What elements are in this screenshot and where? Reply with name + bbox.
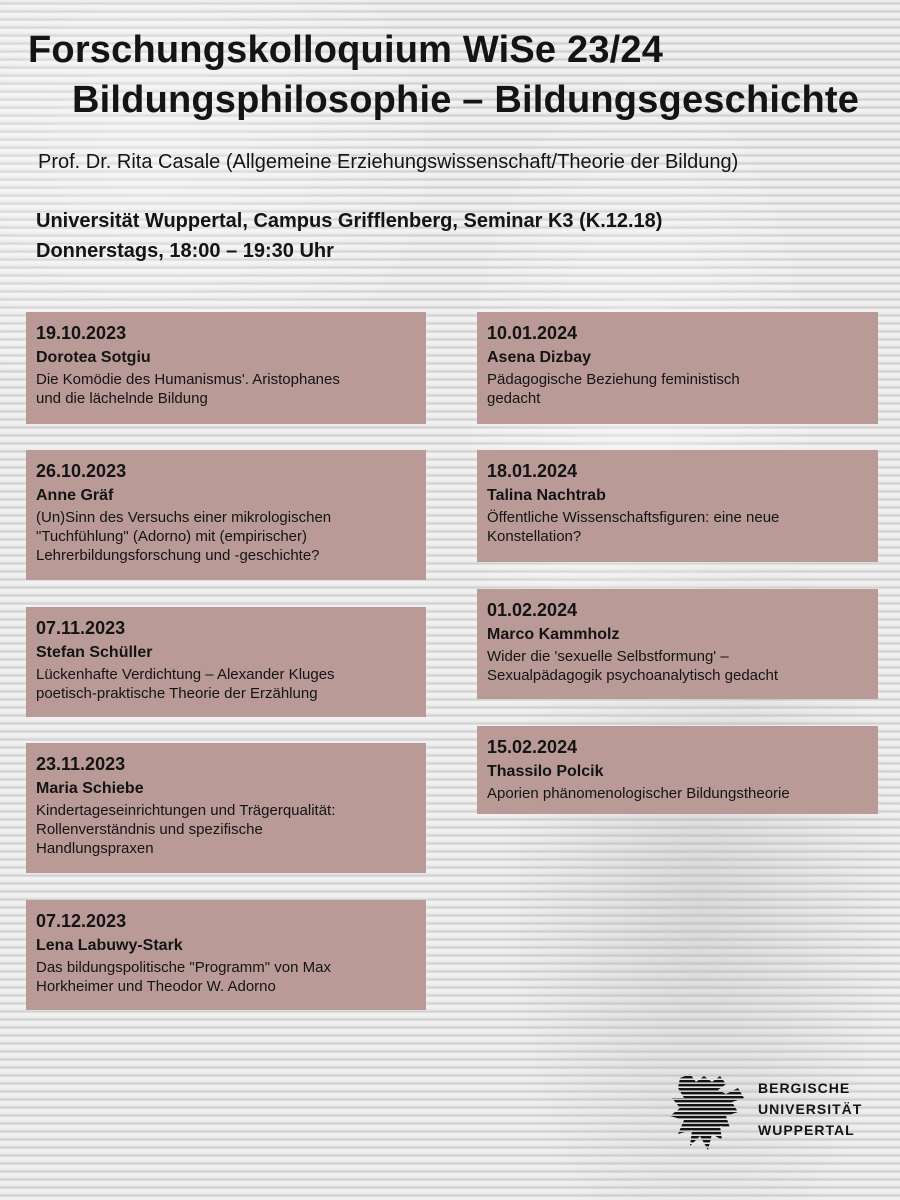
session-topic: Pädagogische Beziehung feministisch gedacht bbox=[487, 371, 740, 407]
session-date: 19.10.2023 bbox=[36, 323, 127, 343]
wordmark-line-3: WUPPERTAL bbox=[758, 1122, 855, 1138]
session-speaker: Dorotea Sotgiu bbox=[36, 349, 151, 366]
session-speaker: Asena Dizbay bbox=[487, 349, 592, 366]
session-topic: Kindertageseinrichtungen und Trägerqualität: Rollenverständnis und spezifische Handlungspraxen bbox=[36, 802, 336, 857]
session-speaker: Marco Kammholz bbox=[487, 626, 620, 643]
session-card-3 bbox=[26, 607, 426, 717]
session-date: 01.02.2024 bbox=[487, 600, 578, 620]
title-line-2: Bildungsphilosophie – Bildungsgeschichte bbox=[72, 79, 860, 121]
wordmark-line-2: UNIVERSITÄT bbox=[758, 1101, 863, 1117]
session-speaker: Stefan Schüller bbox=[36, 644, 153, 661]
session-speaker: Anne Gräf bbox=[36, 487, 114, 504]
session-topic: Aporien phänomenologischer Bildungstheorie bbox=[487, 785, 790, 802]
session-card-7 bbox=[477, 450, 878, 562]
session-date: 10.01.2024 bbox=[487, 323, 578, 343]
session-topic: Das bildungspolitische "Programm" von Max Horkheimer und Theodor W. Adorno bbox=[36, 959, 331, 995]
session-date: 23.11.2023 bbox=[36, 754, 126, 774]
session-topic: Lückenhafte Verdichtung – Alexander Kluges poetisch-praktische Theorie der Erzählung bbox=[36, 666, 335, 702]
session-date: 07.11.2023 bbox=[36, 618, 126, 638]
session-card-6 bbox=[477, 312, 878, 424]
session-card-8 bbox=[477, 589, 878, 699]
session-topic: Wider die 'sexuelle Selbstformung' – Sexualpädagogik psychoanalytisch gedacht bbox=[487, 648, 779, 684]
venue-block bbox=[36, 206, 662, 266]
lion-emblem-icon bbox=[666, 1072, 748, 1154]
session-card-2 bbox=[26, 450, 426, 580]
session-speaker: Talina Nachtrab bbox=[487, 487, 606, 504]
session-date: 15.02.2024 bbox=[487, 737, 578, 757]
session-topic: (Un)Sinn des Versuchs einer mikrologischen "Tuchfühlung" (Adorno) mit (empirischer) Lehrerbildungsforschung und -geschichte? bbox=[36, 509, 332, 564]
session-topic: Öffentliche Wissenschaftsfiguren: eine neue Konstellation? bbox=[487, 509, 780, 545]
session-speaker: Lena Labuwy-Stark bbox=[36, 937, 183, 954]
session-speaker: Maria Schiebe bbox=[36, 780, 144, 797]
professor-line: Prof. Dr. Rita Casale (Allgemeine Erziehungswissenschaft/Theorie der Bildung) bbox=[38, 151, 739, 173]
session-speaker: Thassilo Polcik bbox=[487, 763, 604, 780]
university-wordmark bbox=[758, 1078, 862, 1141]
session-date: 18.01.2024 bbox=[487, 461, 578, 481]
session-card-5 bbox=[26, 900, 426, 1010]
title-line-1: Forschungskolloquium WiSe 23/24 bbox=[28, 29, 664, 71]
session-date: 07.12.2023 bbox=[36, 911, 127, 931]
session-card-9 bbox=[477, 726, 878, 814]
wordmark-line-1: BERGISCHE bbox=[758, 1080, 851, 1096]
session-card-4 bbox=[26, 743, 426, 873]
session-date: 26.10.2023 bbox=[36, 461, 127, 481]
session-card-1 bbox=[26, 312, 426, 424]
venue-location: Universität Wuppertal, Campus Grifflenberg, Seminar K3 (K.12.18) bbox=[36, 210, 663, 232]
venue-time: Donnerstags, 18:00 – 19:30 Uhr bbox=[36, 240, 334, 262]
session-topic: Die Komödie des Humanismus'. Aristophanes und die lächelnde Bildung bbox=[36, 371, 340, 407]
